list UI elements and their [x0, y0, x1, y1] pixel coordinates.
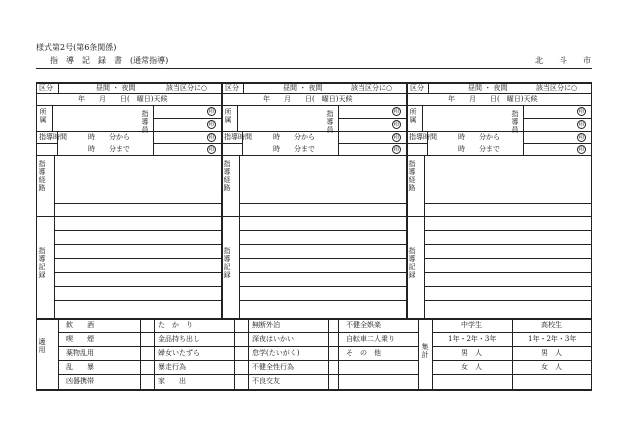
record-line-1f [54, 300, 221, 301]
bottom-divider-f [328, 318, 329, 389]
location-divider-1 [52, 105, 53, 131]
item-weapon: 凶器携帯 [66, 377, 94, 385]
row-line-location [36, 105, 592, 106]
item-late-wandering: 深夜はいかい [252, 335, 294, 343]
bottom-divider-g [338, 318, 339, 389]
item-smoking: 喫 煙 [66, 335, 94, 343]
location-label-3: 所属 [409, 108, 417, 124]
item-drinking: 飲 酒 [66, 321, 94, 329]
tally-divider [512, 318, 513, 389]
item-drug-abuse: 薬物乱用 [66, 349, 94, 357]
process-divider-2 [239, 155, 240, 318]
seal-3d: 印 [578, 146, 585, 153]
record-line-1e [54, 286, 221, 287]
seal-2d: 印 [393, 146, 400, 153]
record-line-1b [54, 244, 221, 245]
seal-3c: 印 [578, 134, 585, 141]
instructor-label-2: 指導員 [326, 110, 334, 134]
high-school-grades: 1年・2年・3年 [528, 335, 577, 343]
section-label-2: 区分 [225, 84, 239, 92]
high-school-header: 高校生 [541, 321, 562, 329]
time-label-divider-3 [427, 131, 428, 155]
record-line-3d [424, 272, 591, 273]
item-truancy: 怠学(たいがく) [252, 349, 300, 357]
time-label-divider-2 [242, 131, 243, 155]
item-sexual-misconduct: 不健全性行為 [252, 363, 294, 371]
seal-3a: 印 [578, 108, 585, 115]
seal-2b: 印 [393, 121, 400, 128]
bottom-row-4 [58, 374, 418, 375]
frame-left [36, 82, 37, 390]
junior-high-female: 女 人 [461, 363, 482, 371]
record-line-1a [54, 230, 221, 231]
row-line-date [36, 93, 592, 94]
record-line-2b [239, 244, 406, 245]
bottom-divider-i [432, 318, 433, 389]
seal-1d: 印 [208, 146, 215, 153]
route-line-2a [239, 203, 406, 204]
time-label-split-3 [406, 143, 427, 144]
junior-high-male: 男 人 [461, 349, 482, 357]
bottom-divider-b [140, 318, 141, 389]
time-label-split-1 [36, 143, 57, 144]
from-label-1: 時 分から [88, 133, 130, 141]
instructor-line-1a [153, 118, 221, 119]
process-label-1: 指導経路 [38, 160, 46, 192]
location-divider-2 [237, 105, 238, 131]
panel-divider-2 [406, 82, 408, 318]
seal-1c: 印 [208, 134, 215, 141]
record-line-2e [239, 286, 406, 287]
record-line-2c [239, 258, 406, 259]
applicable-mark-3: 該当区分に○ [536, 84, 578, 92]
route-line-3a [424, 203, 591, 204]
form-number: 様式第2号(第6条関係) [36, 43, 117, 52]
record-line-3f [424, 300, 591, 301]
instructor-divider-1b [153, 105, 154, 155]
seal-1a: 印 [208, 108, 215, 115]
instructor-label-3: 指導員 [511, 110, 519, 134]
item-molestation: 婦女いたずら [158, 349, 200, 357]
row-line-time [36, 131, 592, 132]
junior-high-header: 中学生 [461, 321, 482, 329]
item-overnight: 無断外泊 [252, 321, 280, 329]
time-label-split-2 [221, 143, 242, 144]
instruction-time-label-1: 指導時間 [39, 133, 67, 141]
applicable-mark-1: 該当区分に○ [166, 84, 208, 92]
time-of-day-2: 昼間 ・ 夜間 [283, 84, 323, 92]
section-divider-2 [243, 82, 244, 93]
seal-2a: 印 [393, 108, 400, 115]
section-label-3: 区分 [410, 84, 424, 92]
junior-high-grades: 1年・2年・3年 [448, 335, 497, 343]
bottom-divider-a [58, 318, 59, 389]
section-divider-1 [58, 82, 59, 93]
to-label-3: 時 分まで [458, 145, 500, 153]
item-bicycle-double: 自転車二人乗り [346, 335, 395, 343]
item-runaway: 家 出 [158, 377, 186, 385]
item-extortion: た か り [158, 321, 193, 329]
record-label-3: 指導記録 [408, 247, 416, 279]
row-line-bottom-start [36, 318, 592, 320]
frame-bottom [36, 389, 592, 391]
record-line-3e [424, 286, 591, 287]
bottom-row-1 [58, 332, 418, 333]
record-label-1: 指導記録 [38, 247, 46, 279]
record-line-1d [54, 272, 221, 273]
time-label-divider-1 [57, 131, 58, 155]
instructor-line-1b [153, 143, 221, 144]
instructor-divider-2 [338, 105, 339, 155]
item-other: そ の 他 [346, 349, 381, 357]
instruction-time-label-2: 指導時間 [224, 133, 252, 141]
time-of-day-1: 昼間 ・ 夜間 [96, 84, 136, 92]
record-label-2: 指導記録 [223, 247, 231, 279]
tally-label: 集計 [421, 343, 429, 359]
process-divider-3 [424, 155, 425, 318]
high-school-male: 男 人 [541, 349, 562, 357]
to-label-2: 時 分まで [273, 145, 315, 153]
record-line-3b [424, 244, 591, 245]
form-title: 指 導 記 録 書 (通常指導) [50, 56, 169, 65]
process-label-2: 指導経路 [223, 160, 231, 192]
title-underline [36, 68, 592, 69]
seal-1b: 印 [208, 121, 215, 128]
process-divider-1 [54, 155, 55, 318]
instructor-label-1: 指導員 [141, 110, 149, 134]
row-line-record-start [36, 216, 592, 217]
city-name: 北 斗 市 [535, 56, 591, 65]
section-label-1: 区分 [39, 84, 53, 92]
high-school-female: 女 人 [541, 363, 562, 371]
item-reckless-driving: 暴走行為 [158, 363, 186, 371]
applicable-mark-2: 該当区分に○ [351, 84, 393, 92]
record-line-3a [424, 230, 591, 231]
record-line-2f [239, 300, 406, 301]
seal-3b: 印 [578, 121, 585, 128]
route-line-1a [54, 203, 221, 204]
seal-2c: 印 [393, 134, 400, 141]
from-label-2: 時 分から [273, 133, 315, 141]
instructor-line-3a [523, 118, 591, 119]
instructor-divider-3 [523, 105, 524, 155]
bottom-row-3 [58, 360, 418, 361]
date-line-2: 年 月 日( 曜日)天候 [263, 95, 353, 103]
record-line-2d [239, 272, 406, 273]
item-violence: 乱 暴 [66, 363, 94, 371]
bottom-divider-d [234, 318, 235, 389]
bottom-divider-h [418, 318, 419, 389]
row-line-process-start [36, 155, 592, 156]
instructor-line-2b [338, 143, 406, 144]
bottom-divider-c [154, 318, 155, 389]
location-divider-3 [422, 105, 423, 131]
record-line-2a [239, 230, 406, 231]
item-unhealthy-amusement: 不健全娯楽 [346, 321, 381, 329]
item-bad-company: 不良交友 [252, 377, 280, 385]
bottom-row-2 [58, 346, 418, 347]
record-line-3c [424, 258, 591, 259]
panel-divider-1 [221, 82, 223, 318]
section-divider-3 [428, 82, 429, 93]
instructor-line-3b [523, 143, 591, 144]
instruction-time-label-3: 指導時間 [409, 133, 437, 141]
application-label: 適用 [38, 338, 46, 354]
date-line-3: 年 月 日( 曜日)天候 [448, 95, 538, 103]
from-label-3: 時 分から [458, 133, 500, 141]
bottom-divider-e [248, 318, 249, 389]
record-line-1c [54, 258, 221, 259]
process-label-3: 指導経路 [408, 160, 416, 192]
time-of-day-3: 昼間 ・ 夜間 [468, 84, 508, 92]
date-line-1: 年 月 日( 曜日)天候 [78, 95, 168, 103]
item-taking-money: 金品持ち出し [158, 335, 200, 343]
frame-right [591, 82, 592, 390]
location-label-1: 所属 [39, 108, 47, 124]
to-label-1: 時 分まで [88, 145, 130, 153]
location-label-2: 所属 [224, 108, 232, 124]
instructor-line-2a [338, 118, 406, 119]
